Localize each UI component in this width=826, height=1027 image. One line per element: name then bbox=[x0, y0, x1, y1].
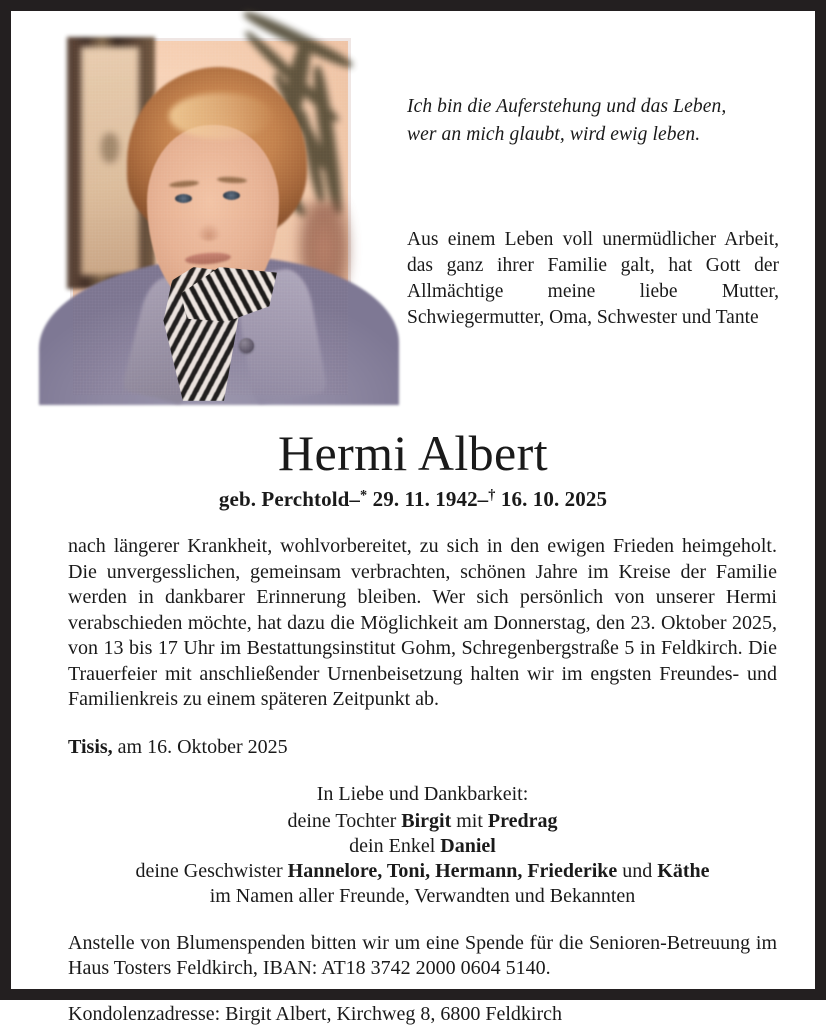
donation-paragraph: Anstelle von Blumenspenden bitten wir um eine Spende für die Senioren-Betreuung im Haus Tosters Feldkirch, IBAN: AT18 3742 2000 0604 5140. bbox=[68, 931, 777, 979]
condolence-address: Kondolenzadresse: Birgit Albert, Kirchweg 8, 6800 Feldkirch bbox=[68, 1002, 562, 1025]
place-name: Tisis, bbox=[68, 735, 113, 758]
family-middle-2: und bbox=[617, 859, 658, 882]
death-date: 16. 10. 2025 bbox=[500, 487, 608, 511]
verse-line-2: wer an mich glaubt, wird ewig leben. bbox=[407, 124, 701, 145]
bible-verse bbox=[407, 93, 779, 149]
photo-grain bbox=[73, 41, 348, 395]
family-names2-2: Käthe bbox=[657, 859, 710, 882]
family-names2-0: Predrag bbox=[487, 809, 558, 832]
thanks-heading: In Liebe und Dankbarkeit: bbox=[316, 782, 529, 805]
birth-star-icon: * bbox=[360, 487, 368, 504]
deceased-name: Hermi Albert bbox=[277, 425, 548, 481]
dash-2: – bbox=[477, 487, 489, 511]
notice-page bbox=[11, 11, 815, 1025]
intro-paragraph: Aus einem Leben voll unermüdlicher Arbeit, das ganz ihrer Familie galt, hat Gott der Allmächtige meine liebe Mutter, Schwiegermutter, Oma, Schwester und Tante bbox=[407, 229, 779, 328]
portrait-photo bbox=[70, 38, 351, 398]
place-and-date bbox=[68, 735, 777, 760]
birth-date: 29. 11. 1942 bbox=[372, 487, 478, 511]
birth-death-dates bbox=[11, 487, 815, 512]
death-cross-icon: † bbox=[488, 487, 496, 504]
family-row-0 bbox=[68, 809, 777, 834]
family-prefix-1: dein Enkel bbox=[349, 834, 441, 857]
body-section bbox=[11, 534, 815, 1027]
family-list bbox=[68, 809, 777, 909]
obituary-paragraph: nach längerer Krankheit, wohlvorbereitet, zu sich in den ewigen Frieden heimgeholt. Die unvergesslichen, gemeinsam verbrachten, schönen Jahre im Kreise der Familie werden in dankbarer Erinnerung bleiben. Wer sich persönlich von unserer Hermi verabschieden möchte, hat dazu die Möglichkeit am Donnerstag, den 23. Oktober 2025, von 13 bis 17 Uhr im Bestattungsinstitut Gohm, Schregenbergstraße 5 in Feldkirch. Die Trauerfeier mit anschließender Urnenbeisetzung halten wir im engsten Freundes- und Familienkreis zu einem späteren Zeitpunkt ab. bbox=[68, 535, 777, 710]
top-right-column bbox=[407, 11, 779, 331]
dash-1: – bbox=[349, 487, 361, 511]
family-middle-0: mit bbox=[451, 809, 488, 832]
family-row-1 bbox=[68, 834, 777, 859]
family-names-0: Birgit bbox=[401, 809, 452, 832]
family-names-1: Daniel bbox=[440, 834, 496, 857]
family-row-2 bbox=[68, 859, 777, 884]
family-prefix-0: deine Tochter bbox=[287, 809, 402, 832]
top-section bbox=[11, 11, 815, 407]
portrait-image bbox=[73, 41, 348, 395]
verse-line-1: Ich bin die Auferstehung und das Leben, bbox=[407, 96, 727, 117]
family-names-2: Hannelore, Toni, Hermann, Friederike bbox=[287, 859, 618, 882]
place-date: am 16. Oktober 2025 bbox=[117, 735, 288, 758]
family-prefix-2: deine Geschwister bbox=[135, 859, 288, 882]
maiden-name: geb. Perchtold bbox=[218, 487, 350, 511]
family-footer: im Namen aller Freunde, Verwandten und Bekannten bbox=[209, 884, 636, 907]
